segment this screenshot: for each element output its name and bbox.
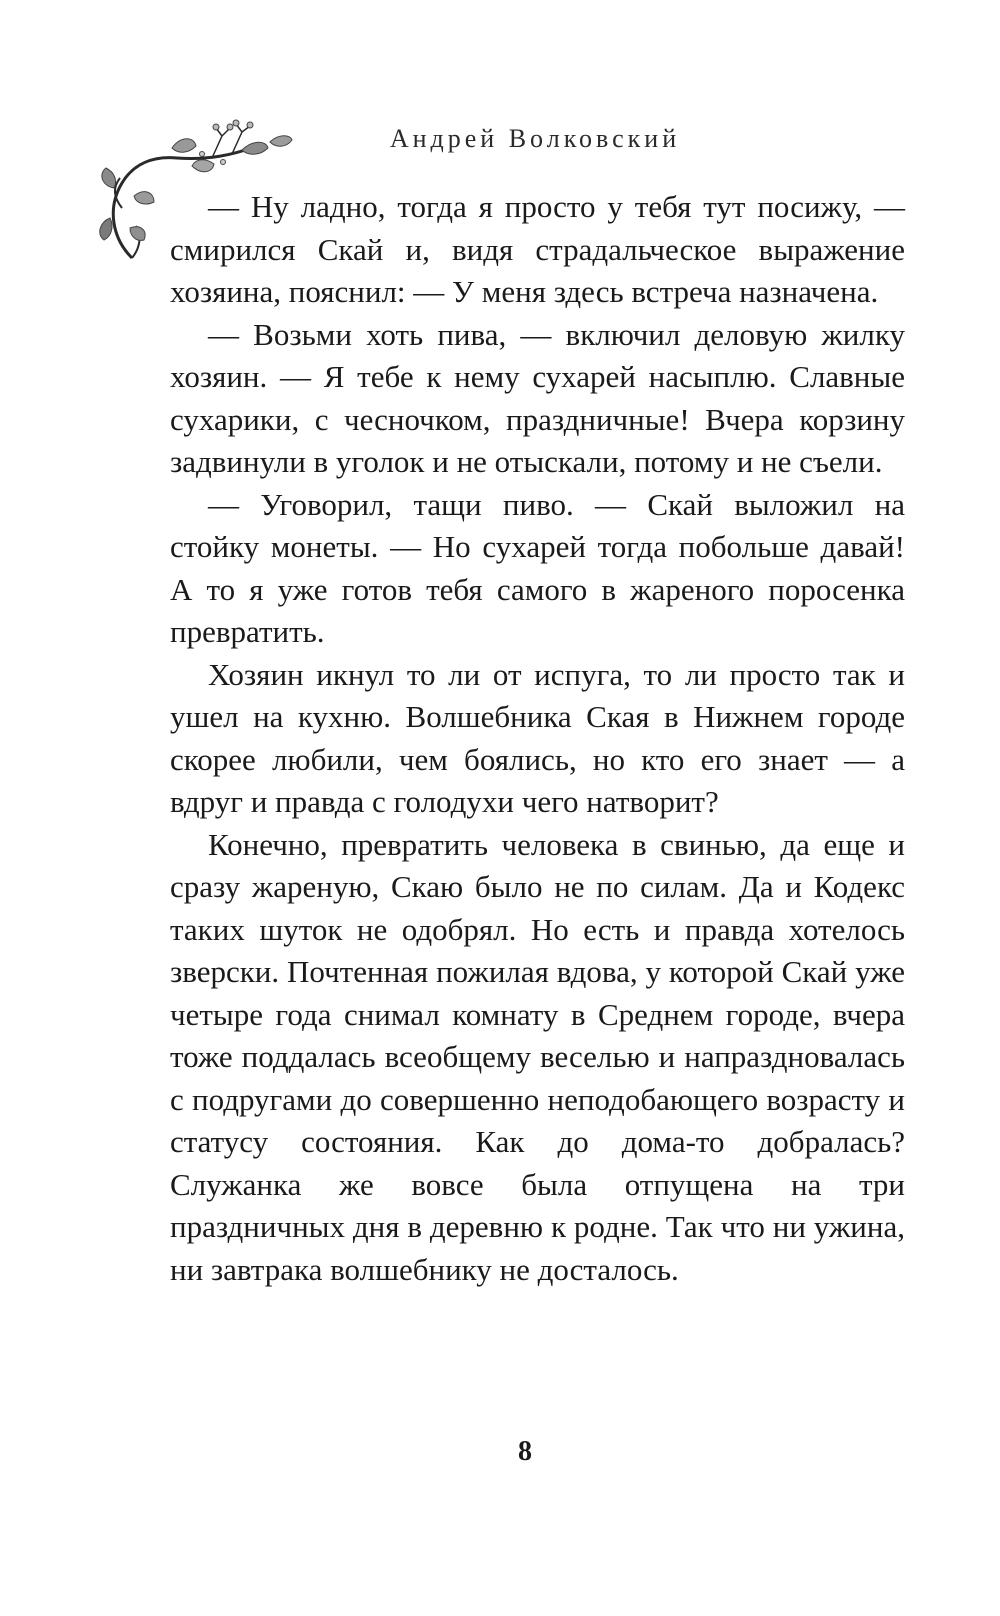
paragraph: Конечно, превратить человека в свинью, да еще и сразу жареную, Скаю было не по силам. Да и Кодекс таких шуток не одобрял. Но есть и правда хотелось зверски. Почтенная пожилая вдова, у которой Скай уже четыре года снимал комнату в Среднем городе, вчера тоже поддалась всеобщему веселью и напраздновалась с подругами до совершенно неподобающего возрасту и статусу состояния. Как до дома-то добралась? Служанка же вовсе была отпущена на три праздничных дня в деревню к родне. Так что ни ужина, ни завтрака волшебнику не досталось. [170, 826, 905, 1287]
page-number: 8 [518, 1436, 532, 1467]
paragraph: — Возьми хоть пива, — включил деловую жилку хозяин. — Я тебе к нему сухарей насыплю. Славные сухарики, с чесночком, праздничные! Вчера корзину задвинули в уголок и не отыскали, потому и не съели. [170, 316, 905, 479]
body-text [170, 186, 905, 1291]
paragraph: — Ну ладно, тогда я просто у тебя тут посижу, — смирился Скай и, видя страдальческое выражение хозяина, пояснил: — У меня здесь встреча назначена. [170, 189, 905, 309]
paragraph: — Уговорил, тащи пиво. — Скай выложил на стойку монеты. — Но сухарей тогда побольше давай! А то я уже готов тебя самого в жареного поросенка превратить. [170, 486, 905, 649]
paragraph: Хозяин икнул то ли от испуга, то ли просто так и ушел на кухню. Волшебника Ская в Нижнем городе скорее любили, чем боялись, но кто его знает — а вдруг и правда с голодухи чего натворит? [170, 656, 905, 819]
running-head: Андрей Волковский [389, 124, 681, 153]
